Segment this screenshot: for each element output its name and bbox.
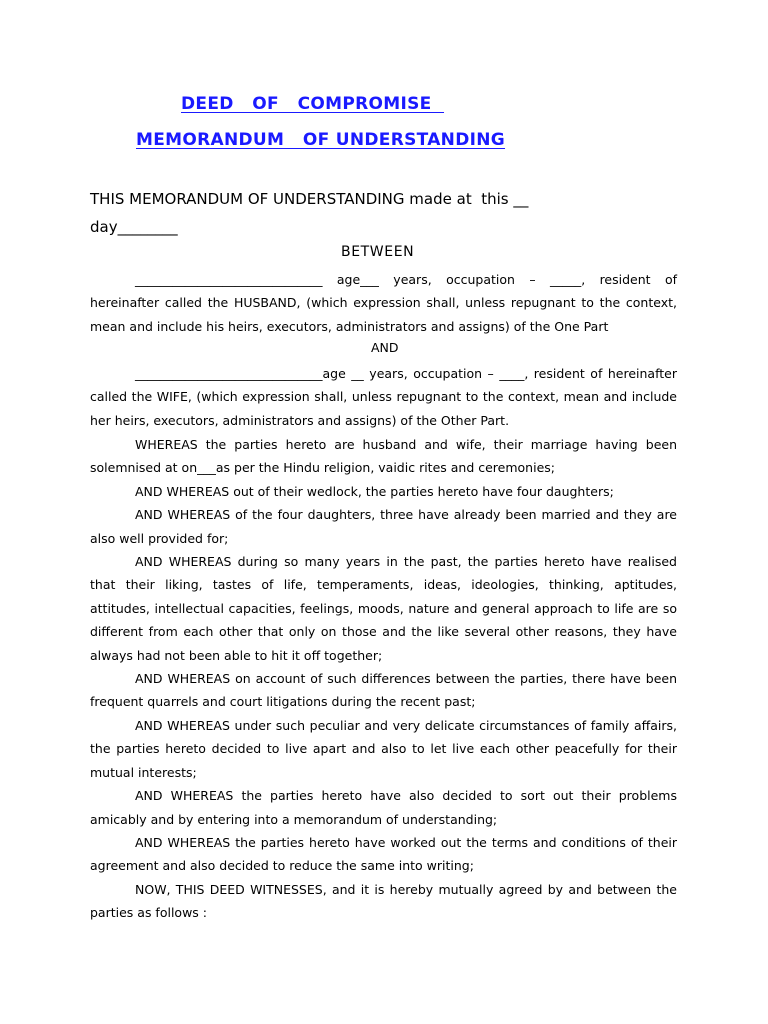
recital-paragraph: AND WHEREAS under such peculiar and very delicate circumstances of family affairs, the parties hereto decided to live apart and also to let live each other peacefully for their mutual interests;: [90, 717, 677, 780]
intro-line: THIS MEMORANDUM OF UNDERSTANDING made at this __ day________: [90, 190, 534, 236]
party-two-clause: [90, 362, 677, 432]
recital-paragraph: AND WHEREAS the parties hereto have worked out the terms and conditions of their agreement and also decided to reduce the same into writing;: [90, 834, 677, 874]
party-two-text: ______________________________age __ years, occupation – ____, resident of hereinafter called the WIFE, (which expression shall, unless repugnant to the context, mean and include her heirs, executors, administrators and assigns) of the Other Part.: [90, 366, 677, 428]
recital-paragraph: AND WHEREAS during so many years in the past, the parties hereto have realised that their liking, tastes of life, temperaments, ideas, ideologies, thinking, aptitudes, attitudes, intellectual capacities, feelings, moods, nature and general approach to life are so different from each other that only on those and the like several other reasons, they have always had not been able to hit it off together;: [90, 554, 677, 663]
memorandum-title: MEMORANDUM OF UNDERSTANDING: [136, 130, 506, 150]
recital-paragraph: AND WHEREAS the parties hereto have also decided to sort out their problems amicably and by entering into a memorandum of understanding;: [90, 788, 677, 827]
between-heading: BETWEEN: [341, 244, 415, 260]
recital-paragraph: AND WHEREAS of the four daughters, three have already been married and they are also well provided for;: [90, 507, 677, 546]
recital-paragraph: AND WHEREAS on account of such differences between the parties, there have been frequent quarrels and court litigations during the recent past;: [90, 671, 677, 710]
recitals-section: [90, 433, 677, 925]
party-one-text: ______________________________ age___ years, occupation – _____, resident of hereinafter called the HUSBAND, (which expression shall, unless repugnant to the context, mean and include his heirs, executors, administrators and assigns) of the One Part: [90, 272, 677, 334]
deed-title: DEED OF COMPROMISE: [181, 94, 445, 114]
recital-paragraph: WHEREAS the parties hereto are husband and wife, their marriage having been solemnised at on___as per the Hindu religion, vaidic rites and ceremonies;: [90, 437, 677, 476]
and-separator: AND: [371, 340, 399, 355]
recital-paragraph: AND WHEREAS out of their wedlock, the parties hereto have four daughters;: [135, 483, 614, 499]
recital-paragraph: NOW, THIS DEED WITNESSES, and it is hereby mutually agreed by and between the parties as follows :: [90, 881, 677, 921]
party-one-clause: [90, 268, 677, 338]
